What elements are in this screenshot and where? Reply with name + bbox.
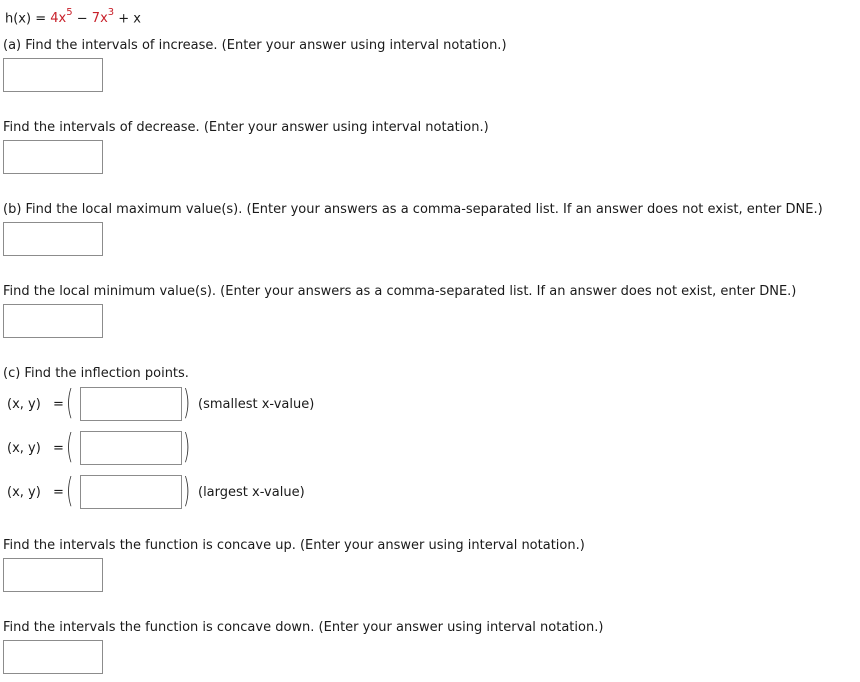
decrease-prompt: Find the intervals of decrease. (Enter your answer using interval notation.) — [3, 120, 489, 135]
function-minus: − — [76, 11, 88, 27]
function-expression — [5, 9, 141, 26]
increase-answer-input[interactable] — [3, 58, 103, 92]
term2-base: 7x — [91, 11, 108, 27]
inflection-1-input[interactable] — [80, 387, 182, 421]
increase-prompt: (a) Find the intervals of increase. (Enter your answer using interval notation.) — [3, 38, 507, 53]
inflection-1-open-paren: ( — [65, 383, 74, 423]
inflection-3-input[interactable] — [80, 475, 182, 509]
inflection-prompt: (c) Find the inflection points. — [3, 366, 189, 381]
inflection-3-equals: = — [53, 485, 64, 500]
largest-x-note: (largest x-value) — [198, 485, 305, 500]
inflection-3-open-paren: ( — [65, 471, 74, 511]
inflection-2-input[interactable] — [80, 431, 182, 465]
concave-down-prompt: Find the intervals the function is concave down. (Enter your answer using interval notation.) — [3, 620, 604, 635]
smallest-x-note: (smallest x-value) — [198, 397, 315, 412]
term1-exponent: 5 — [66, 7, 73, 18]
function-term2 — [91, 7, 115, 27]
inflection-2-equals: = — [53, 441, 64, 456]
inflection-1-xy-label: (x, y) — [7, 397, 41, 412]
local-min-answer-input[interactable] — [3, 304, 103, 338]
local-max-answer-input[interactable] — [3, 222, 103, 256]
local-min-prompt: Find the local minimum value(s). (Enter your answers as a comma-separated list. If an answer does not exist, enter DNE.) — [3, 284, 797, 299]
inflection-3-xy-label: (x, y) — [7, 485, 41, 500]
function-name: h(x) — [5, 11, 32, 27]
function-equals: = — [35, 11, 47, 27]
inflection-2-close-paren: ) — [182, 427, 191, 467]
inflection-2-open-paren: ( — [65, 427, 74, 467]
term2-exponent: 3 — [107, 7, 115, 18]
function-term1 — [50, 7, 73, 27]
term1-base: 4x — [50, 11, 67, 27]
function-plus-x: + x — [118, 11, 141, 27]
concave-down-answer-input[interactable] — [3, 640, 103, 674]
inflection-2-xy-label: (x, y) — [7, 441, 41, 456]
inflection-1-close-paren: ) — [182, 383, 191, 423]
concave-up-prompt: Find the intervals the function is concave up. (Enter your answer using interval notation.) — [3, 538, 585, 553]
inflection-1-equals: = — [53, 397, 64, 412]
inflection-3-close-paren: ) — [182, 471, 191, 511]
concave-up-answer-input[interactable] — [3, 558, 103, 592]
local-max-prompt: (b) Find the local maximum value(s). (Enter your answers as a comma-separated list. If an answer does not exist, enter DNE.) — [3, 202, 823, 217]
decrease-answer-input[interactable] — [3, 140, 103, 174]
